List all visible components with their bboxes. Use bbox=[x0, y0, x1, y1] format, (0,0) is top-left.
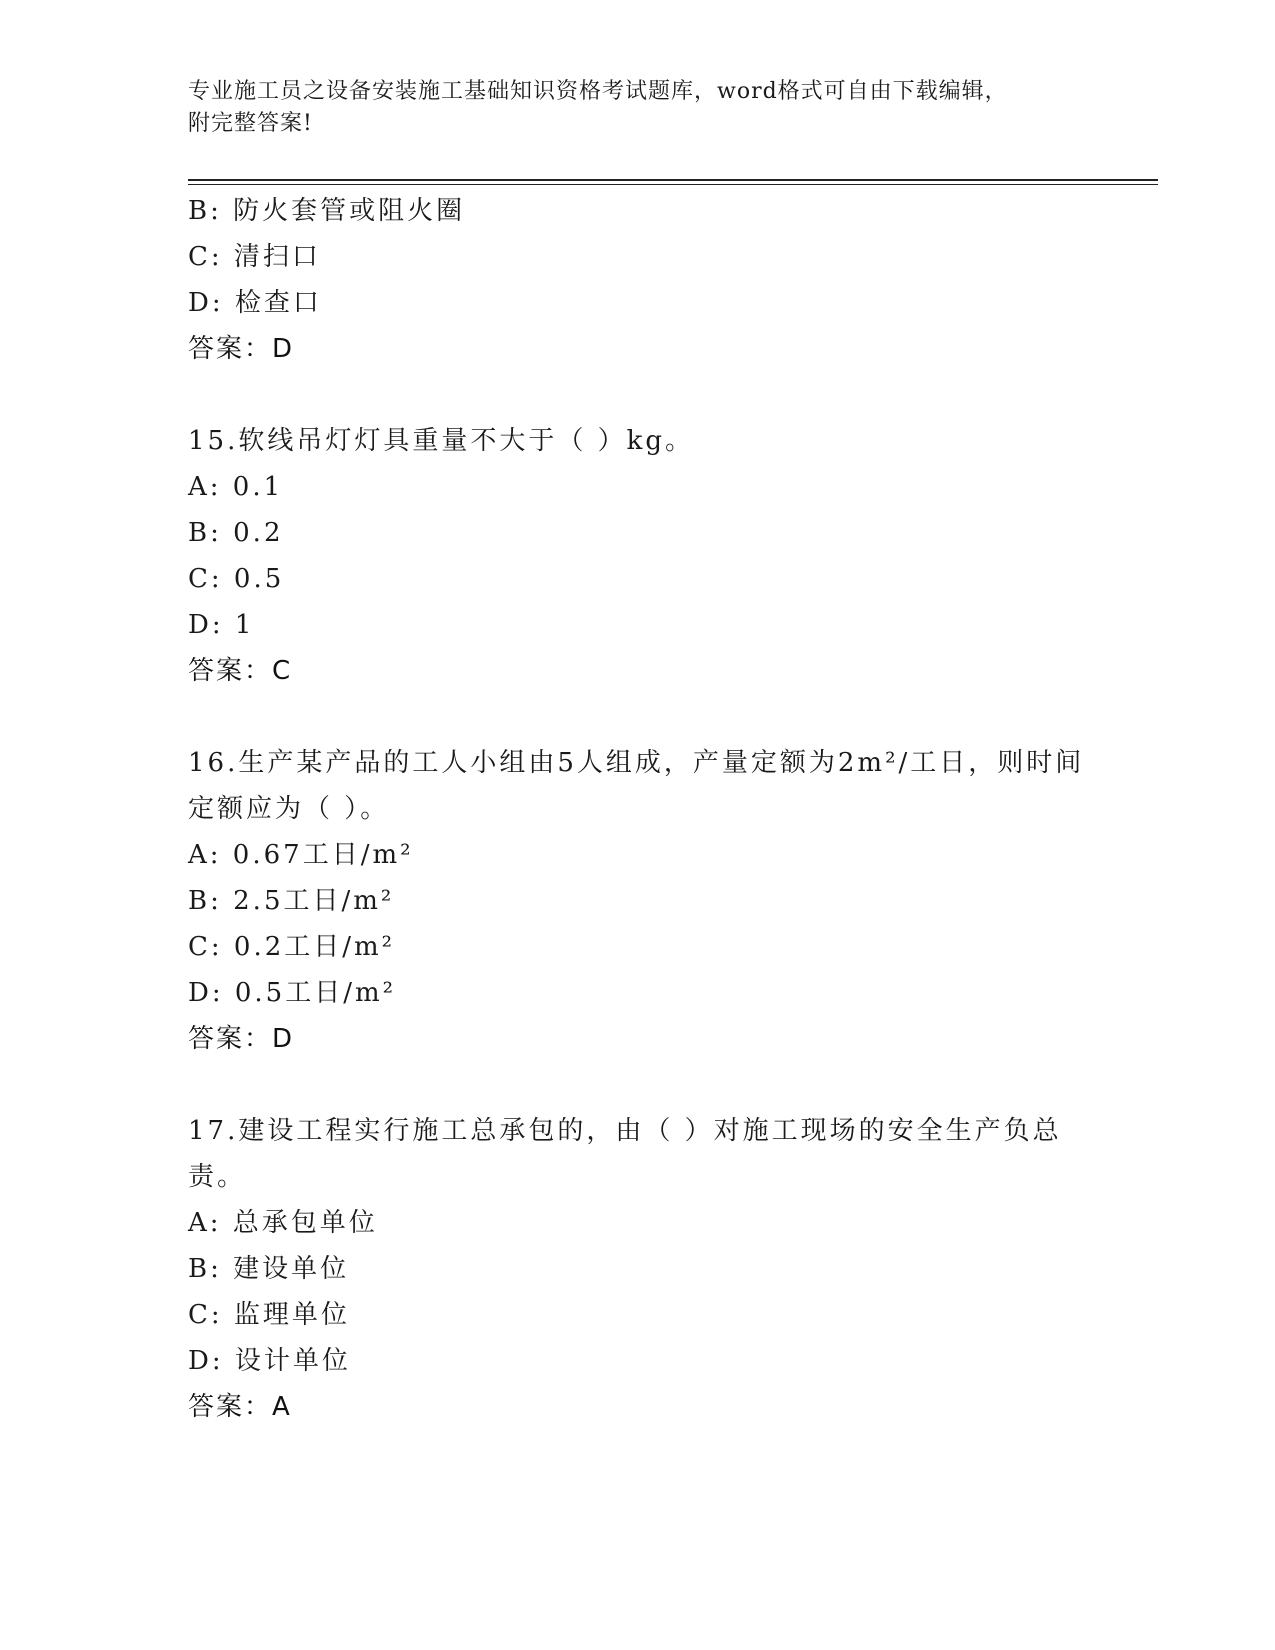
answer-line: 答案：D bbox=[188, 1024, 295, 1054]
header-rule-thin bbox=[188, 184, 1158, 185]
option-a: A: 0.1 bbox=[188, 472, 284, 502]
option-d: D: 1 bbox=[188, 610, 255, 640]
option-a: A: 0.67工日/m² bbox=[188, 840, 414, 870]
option-b: B: 建设单位 bbox=[188, 1254, 350, 1284]
spacer bbox=[188, 372, 1088, 418]
option-b: B: 2.5工日/m² bbox=[188, 886, 395, 916]
option-c: C: 清扫口 bbox=[188, 242, 321, 272]
header-line-2: 附完整答案! bbox=[188, 111, 313, 136]
option-d: D: 检查口 bbox=[188, 288, 322, 318]
question-block-16 bbox=[188, 740, 1088, 1062]
option-a: A: 总承包单位 bbox=[188, 1208, 378, 1238]
question-block-15 bbox=[188, 418, 1088, 694]
option-c: C: 0.2工日/m² bbox=[188, 932, 396, 962]
option-c: C: 0.5 bbox=[188, 564, 285, 594]
answer-line: 答案：D bbox=[188, 334, 295, 364]
question-content bbox=[188, 188, 1088, 1430]
header-rule-thick bbox=[188, 179, 1158, 181]
answer-line: 答案：A bbox=[188, 1392, 292, 1422]
option-b: B: 防火套管或阻火圈 bbox=[188, 196, 466, 226]
option-b: B: 0.2 bbox=[188, 518, 284, 548]
question-text-line-2: 责。 bbox=[188, 1162, 247, 1192]
spacer bbox=[188, 1062, 1088, 1108]
question-text-line-1: 16.生产某产品的工人小组由5人组成，产量定额为2m²/工日，则时间 bbox=[188, 748, 1085, 778]
document-header bbox=[188, 76, 1088, 140]
answer-line: 答案：C bbox=[188, 656, 293, 686]
spacer bbox=[188, 694, 1088, 740]
option-d: D: 0.5工日/m² bbox=[188, 978, 397, 1008]
question-text-line-2: 定额应为（ ）。 bbox=[188, 794, 390, 824]
header-line-1: 专业施工员之设备安装施工基础知识资格考试题库，word格式可自由下载编辑， bbox=[188, 79, 1008, 104]
question-text: 15.软线吊灯灯具重量不大于（ ）kg。 bbox=[188, 426, 695, 456]
option-d: D: 设计单位 bbox=[188, 1346, 351, 1376]
option-c: C: 监理单位 bbox=[188, 1300, 350, 1330]
question-text-line-1: 17.建设工程实行施工总承包的，由（ ）对施工现场的安全生产负总 bbox=[188, 1116, 1062, 1146]
question-block-17 bbox=[188, 1108, 1088, 1430]
question-block-14 bbox=[188, 188, 1088, 372]
